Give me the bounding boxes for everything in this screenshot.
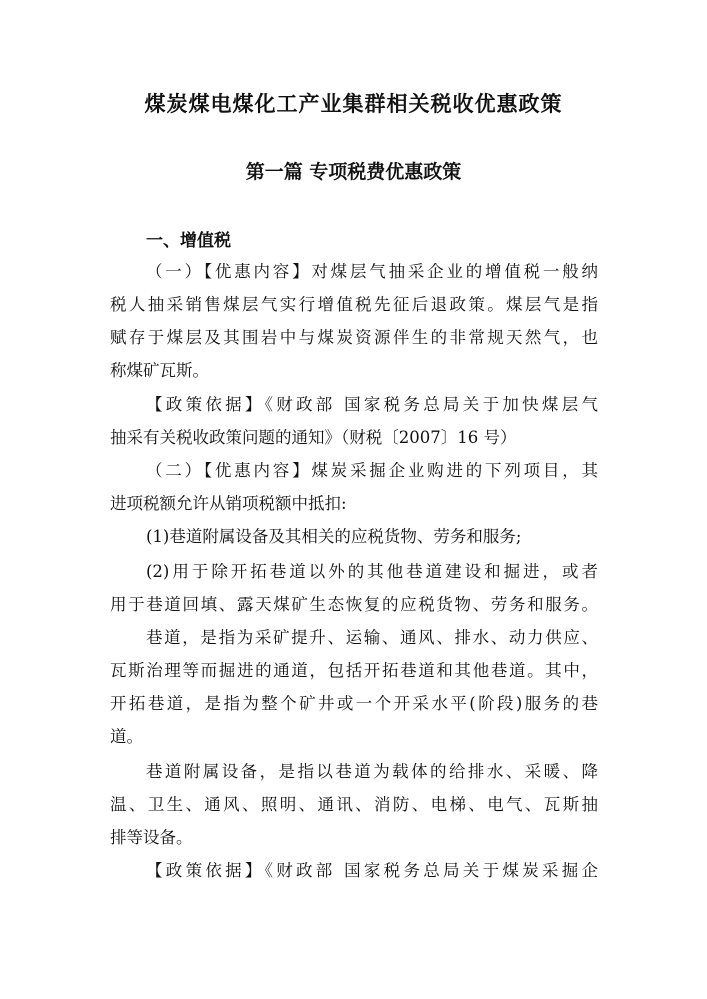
paragraph-line: （一）【优惠内容】对煤层气抽采企业的增值税一般纳 xyxy=(146,262,598,281)
paragraph-line: 【政策依据】《财政部 国家税务总局关于加快煤层气 xyxy=(146,395,598,414)
paragraph-line: 称煤矿瓦斯。 xyxy=(110,361,209,380)
paragraph-line: 赋存于煤层及其围岩中与煤炭资源伴生的非常规天然气，也 xyxy=(110,328,598,347)
paragraph-line: 巷道，是指为采矿提升、运输、通风、排水、动力供应、 xyxy=(146,628,598,647)
paragraph-line: 进项税额允许从销项税额中抵扣: xyxy=(110,494,347,513)
paragraph-line: 瓦斯治理等而掘进的通道，包括开拓巷道和其他巷道。其中， xyxy=(110,661,598,680)
paragraph-line: (2)用于除开拓巷道以外的其他巷道建设和掘进，或者 xyxy=(146,562,598,581)
paragraph-line: (1)巷道附属设备及其相关的应税货物、劳务和服务; xyxy=(146,527,522,546)
paragraph-line: 抽采有关税收政策问题的通知》（财税〔2007〕16 号） xyxy=(110,428,517,447)
paragraph-line: 【政策依据】《财政部 国家税务总局关于煤炭采掘企 xyxy=(146,861,598,880)
paragraph-line: 巷道附属设备，是指以巷道为载体的给排水、采暖、降 xyxy=(146,762,598,781)
paragraph-line: 用于巷道回填、露天煤矿生态恢复的应税货物、劳务和服务。 xyxy=(110,595,598,614)
paragraph-line: 税人抽采销售煤层气实行增值税先征后退政策。煤层气是指 xyxy=(110,295,598,314)
part-title: 第一篇 专项税费优惠政策 xyxy=(245,161,462,183)
document-title: 煤炭煤电煤化工产业集群相关税收优惠政策 xyxy=(144,91,563,116)
paragraph-line: 开拓巷道，是指为整个矿井或一个开采水平(阶段)服务的巷 xyxy=(110,694,598,713)
paragraph-line: 温、卫生、通风、照明、通讯、消防、电梯、电气、瓦斯抽 xyxy=(110,795,598,814)
paragraph-line: 排等设备。 xyxy=(110,828,193,847)
section-heading: 一、增值税 xyxy=(146,231,231,251)
paragraph-line: 道。 xyxy=(110,727,143,746)
paragraph-line: （二）【优惠内容】煤炭采掘企业购进的下列项目，其 xyxy=(146,461,598,480)
